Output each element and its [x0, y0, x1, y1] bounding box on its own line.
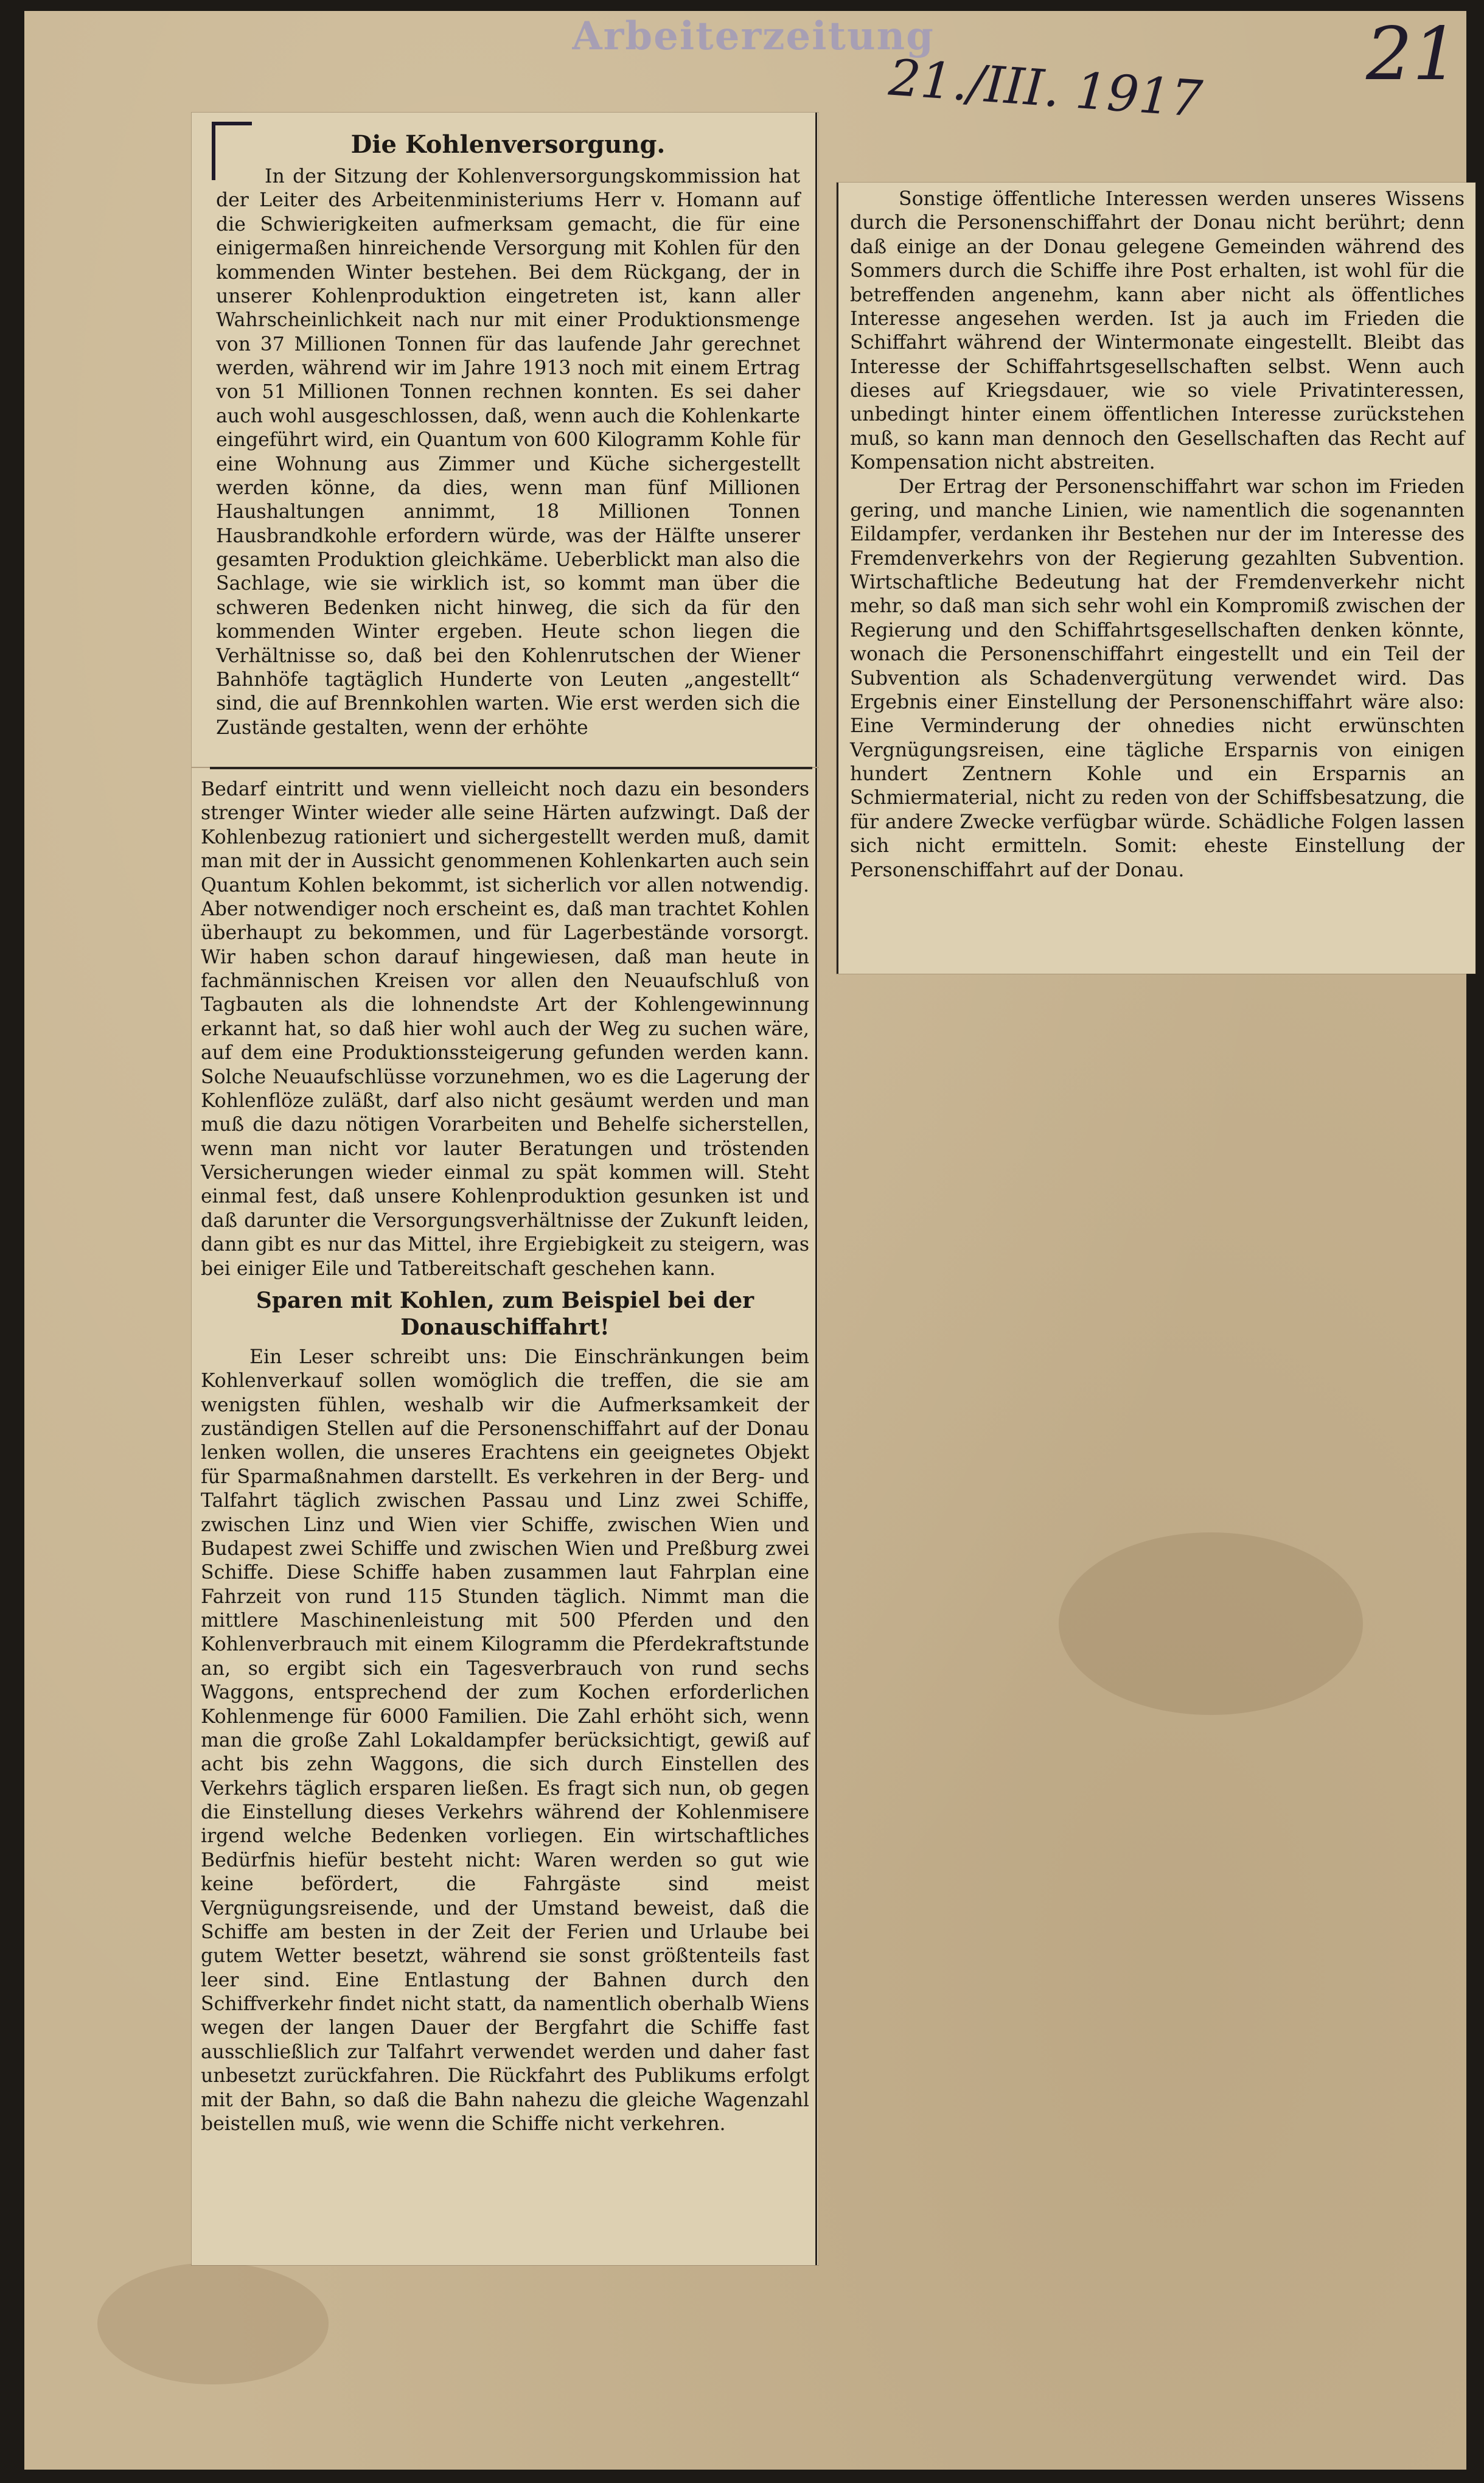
article1-body	[216, 165, 800, 740]
paper-stain	[97, 2263, 329, 2384]
handwritten-page-number: 21	[1366, 12, 1459, 97]
article2-title: Sparen mit Kohlen, zum Beispiel bei der Donauschiffahrt!	[256, 1287, 754, 1340]
article2-continuation	[850, 187, 1465, 882]
article1-continuation	[201, 778, 809, 1281]
article1-title: Die Kohlenversorgung.	[350, 130, 666, 159]
newspaper-stamp: Arbeiterzeitung	[572, 13, 935, 59]
column-edge-line	[815, 113, 817, 767]
article-column-text	[201, 778, 809, 2136]
article2-continuation-text	[850, 187, 1465, 882]
column-edge-line	[837, 183, 838, 974]
clipping-article1-continued-article2	[192, 768, 818, 2265]
column-edge-line	[815, 768, 817, 2265]
handwritten-date: 21./III. 1917	[887, 49, 1205, 129]
paper-stain	[1059, 1532, 1363, 1715]
article2-paragraph: Ein Leser schreibt uns: Die Einschränkungen beim Kohlenverkauf sollen womöglich die treffen, die sie am wenigsten fühlen, weshalb wir die Aufmerksamkeit der zuständigen Stellen auf die Personenschiffahrt auf der Donau lenken wollen, die unseres Erachtens ein geeignetes Objekt für Sparmaßnahmen darstellt. Es verkehren in der Berg- und Talfahrt täglich zwischen Passau und Linz zwei Schiffe, zwischen Linz und Wien vier Schiffe, zwischen Wien und Budapest zwei Schiffe und zwischen Wien und Preßburg zwei Schiffe. Diese Schiffe haben zusammen laut Fahrplan eine Fahrzeit von rund 115 Stunden täglich. Nimmt man die mittlere Maschinenleistung mit 500 Pferden und den Kohlenverbrauch mit einem Kilogramm die Pferdekraftstunde an, so ergibt sich ein Tagesverbrauch von rund sechs Waggons, entsprechend der zum Kochen erforderlichen Kohlenmenge für 6000 Familien. Die Zahl erhöht sich, wenn man die große Zahl Lokaldampfer berücksichtigt, gewiß auf acht bis zehn Waggons, die sich durch Einstellen des Verkehrs täglich ersparen ließen. Es fragt sich nun, ob gegen die Einstellung dieses Verkehrs während der Kohlenmisere irgend welche Bedenken vorliegen. Ein wirtschaftliches Bedürfnis hiefür besteht nicht: Waren werden so gut wie keine befördert, die Fahrgäste sind meist Vergnügungsreisende, und der Umstand beweist, daß die Schiffe am besten in der Zeit der Ferien und Urlaube bei gutem Wetter besetzt, während sie sonst größtenteils fast leer sind. Eine Entlastung der Bahnen durch den Schiffverkehr findet nicht statt, da namentlich oberhalb Wiens wegen der langen Dauer der Bergfahrt die Schiffe fast ausschließlich zur Talfahrt verwendet werden und daher fast unbesetzt zurückfahren. Die Rückfahrt des Publikums erfolgt mit der Bahn, so daß die Bahn nahezu die gleiche Wagenzahl beistellen muß, wie wenn die Schiffe nicht verkehren.	[201, 1346, 809, 2135]
margin-bracket-mark	[212, 122, 252, 180]
clipping-article1-top	[192, 113, 818, 767]
article1-top-text	[216, 131, 800, 740]
column-divider-rule	[210, 767, 812, 769]
article1-paragraph: In der Sitzung der Kohlenversorgungskommission hat der Leiter des Arbeitenministeriums Herr v. Homann auf die Schwierigkeiten aufmerksam gemacht, die für eine einigermaßen hinreichende Versorgung mit Kohlen für den kommenden Winter bestehen. Bei dem Rückgang, der in unserer Kohlenproduktion eingetreten ist, kann aller Wahrscheinlichkeit nach nur mit einer Produktionsmenge von 37 Millionen Tonnen für das laufende Jahr gerechnet werden, während wir im Jahre 1913 noch mit einem Ertrag von 51 Millionen Tonnen rechnen konnten. Es sei daher auch wohl ausgeschlossen, daß, wenn auch die Kohlenkarte eingeführt wird, ein Quantum von 600 Kilogramm Kohle für eine Wohnung aus Zimmer und Küche sichergestellt werden könne, da dies, wenn man fünf Millionen Haushaltungen annimmt, 18 Millionen Tonnen Hausbrandkohle erfordern würde, was der Hälfte unserer gesamten Produktion gleichkäme. Ueberblickt man also die Sachlage, wie sie wirklich ist, so kommt man über die schweren Bedenken nicht hinweg, die sich da für den kommenden Winter ergeben. Heute schon liegen die Verhältnisse so, daß bei den Kohlenrutschen der Wiener Bahnhöfe tagtäglich Hunderte von Leuten „angestellt“ sind, die auf Brennkohlen warten. Wie erst werden sich die Zustände gestalten, wenn der erhöhte	[216, 166, 800, 739]
clipping-article2-continued	[837, 183, 1475, 974]
article2-continuation-paragraph: Der Ertrag der Personenschiffahrt war schon im Frieden gering, und manche Linien, wie namentlich die sogenannten Eildampfer, verdanken ihr Bestehen nur der im Interesse des Fremdenverkehrs von der Regierung gezahlten Subvention. Wirtschaftliche Bedeutung hat der Fremdenverkehr nicht mehr, so daß man sich sehr wohl ein Kompromiß zwischen der Regierung und den Schiffahrtsgesellschaften denken könnte, wonach die Personenschiffahrt eingestellt und ein Teil der Subvention als Schadenvergütung verwendet wird. Das Ergebnis einer Einstellung der Personenschiffahrt wäre also: Eine Verminderung der ohnedies nicht erwünschten Vergnügungsreisen, eine tägliche Ersparnis von einigen hundert Zentnern Kohle und ein Ersparnis an Schmiermaterial, nicht zu reden von der Schiffsbesatzung, die für andere Zwecke verfügbar würde. Schädliche Folgen lassen sich nicht ermitteln. Somit: eheste Einstellung der Personenschiffahrt auf der Donau.	[850, 475, 1465, 881]
article2-body	[201, 1346, 809, 2136]
article2-continuation-paragraph: Sonstige öffentliche Interessen werden unseres Wissens durch die Personenschiffahrt der Donau nicht berührt; denn daß einige an der Donau gelegene Gemeinden während des Sommers durch die Schiffe ihre Post erhalten, ist wohl für die betreffenden angenehm, kann aber nicht als öffentliches Interesse angesehen werden. Ist ja auch im Frieden die Schiffahrt während der Wintermonate eingestellt. Bleibt das Interesse der Schiffahrtsgesellschaften selbst. Wenn auch dieses auf Kriegsdauer, wie so viele Privatinteressen, unbedingt hinter einem öffentlichen Interesse zurückstehen muß, so kann man dennoch den Gesellschaften das Recht auf Kompensation nicht abstreiten.	[850, 188, 1465, 474]
article1-continuation-paragraph: Bedarf eintritt und wenn vielleicht noch dazu ein besonders strenger Winter wieder alle seine Härten aufzwingt. Daß der Kohlenbezug rationiert und sichergestellt werden muß, damit man mit der in Aussicht genommenen Kohlenkarten auch sein Quantum Kohlen bekommt, ist sicherlich vor allen notwendig. Aber notwendiger noch erscheint es, daß man trachtet Kohlen überhaupt zu bekommen, und für Lagerbestände vorsorgt. Wir haben schon darauf hingewiesen, daß man heute in fachmännischen Kreisen vor allen den Neuaufschluß von Tagbauten als die lohnendste Art der Kohlengewinnung erkannt hat, so daß hier wohl auch der Weg zu suchen wäre, auf dem eine Produktionssteigerung gefunden werden kann. Solche Neuaufschlüsse vorzunehmen, wo es die Lagerung der Kohlenflöze zuläßt, darf also nicht gesäumt werden und man muß die dazu nötigen Vorarbeiten und Behelfe sicherstellen, wenn man nicht vor lauter Beratungen und tröstenden Versicherungen wieder einmal zu spät kommen will. Steht einmal fest, daß unsere Kohlenproduktion gesunken ist und daß darunter die Versorgungsverhältnisse der Zukunft leiden, dann gibt es nur das Mittel, ihre Ergiebigkeit zu steigern, was bei einiger Eile und Tatbereitschaft geschehen kann.	[201, 778, 809, 1280]
